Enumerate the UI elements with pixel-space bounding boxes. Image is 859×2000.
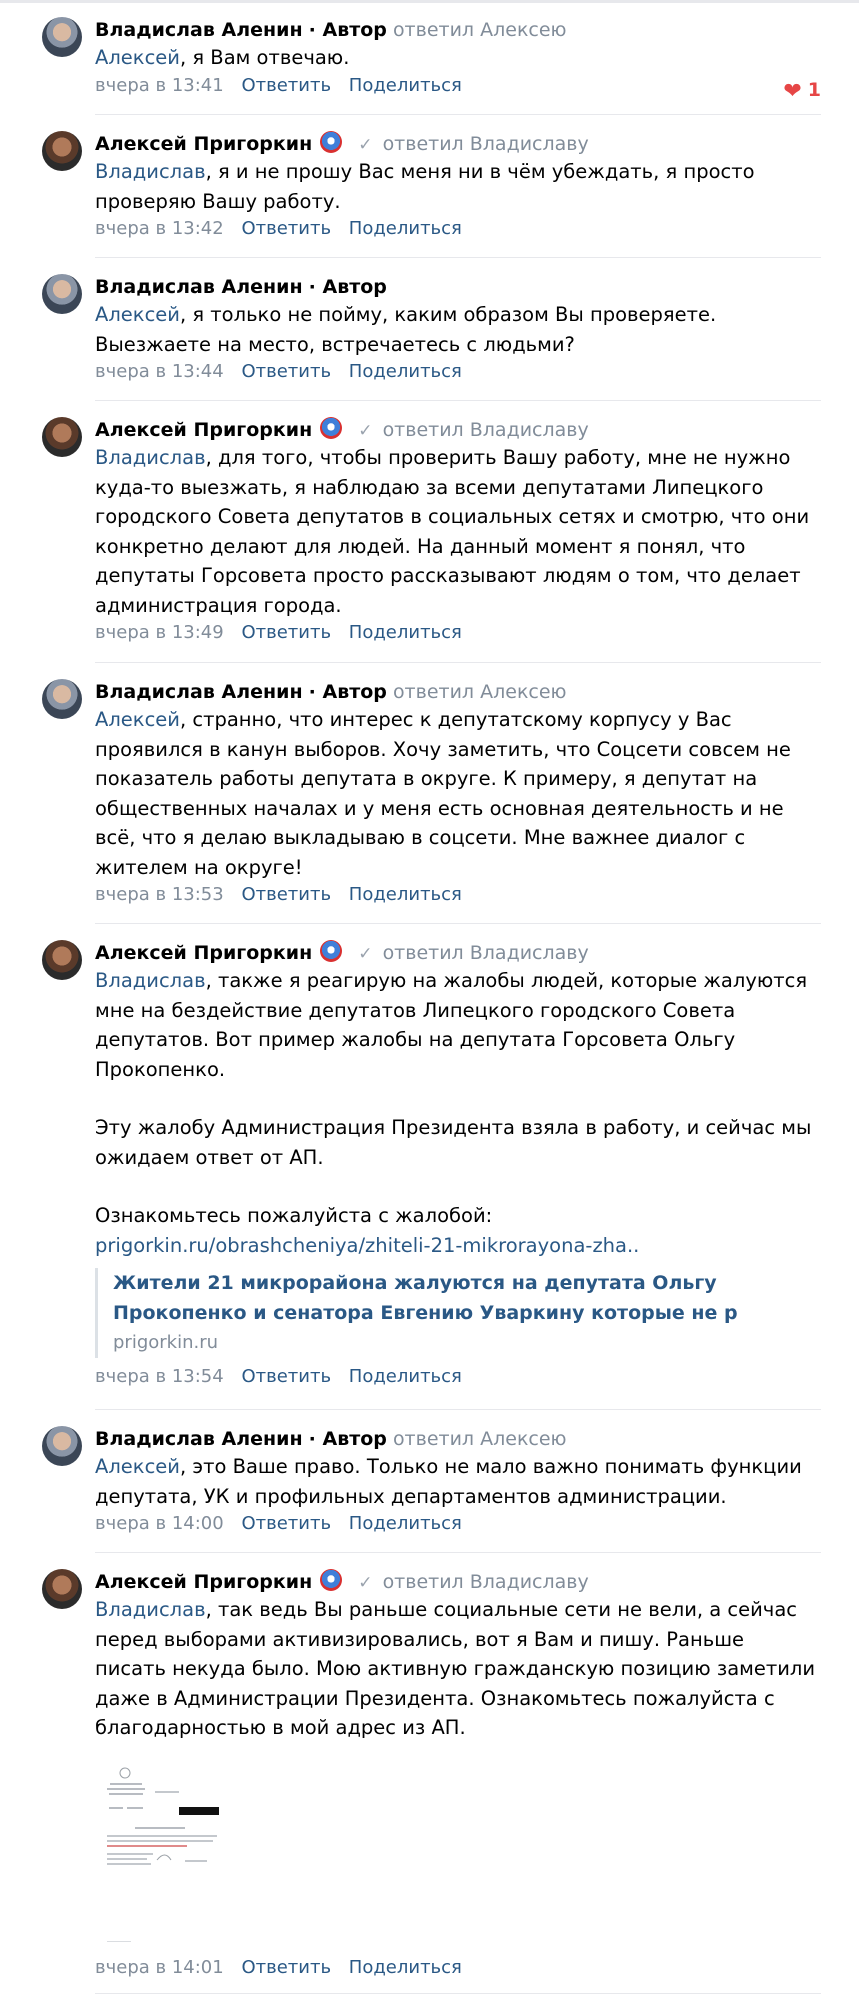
verified-badge-icon xyxy=(320,131,342,153)
like-button[interactable] xyxy=(783,79,821,104)
comment-time[interactable]: вчера в 13:42 xyxy=(95,218,224,239)
comment-body: , это Ваше право. Только не мало важно понимать функции депутата, УК и профильных департаментов администрации. xyxy=(95,1455,802,1508)
avatar[interactable] xyxy=(42,679,82,719)
replied-to[interactable]: ответил Владиславу xyxy=(382,133,589,155)
comment-text xyxy=(95,443,821,620)
mention-link[interactable]: Алексей xyxy=(95,708,180,731)
avatar[interactable] xyxy=(42,17,82,57)
comment-paragraph xyxy=(95,1201,821,1260)
verified-badge-icon xyxy=(320,417,342,439)
comment-text xyxy=(95,705,821,882)
divider xyxy=(95,400,821,401)
author-role: Автор xyxy=(322,276,387,298)
author-name[interactable]: Алексей Пригоркин xyxy=(95,942,313,964)
verified-badge-icon xyxy=(320,1569,342,1591)
reply-button[interactable]: Ответить xyxy=(241,74,332,96)
comment-paragraph-text: Ознакомьтесь пожалуйста с жалобой: xyxy=(95,1204,493,1227)
separator-dot: · xyxy=(308,681,323,703)
author-role: Автор xyxy=(322,1428,387,1450)
author-name[interactable]: Алексей Пригоркин xyxy=(95,133,313,155)
divider xyxy=(95,662,821,663)
mention-link[interactable]: Владислав xyxy=(95,446,206,469)
share-button[interactable]: Поделиться xyxy=(348,74,462,96)
check-icon: ✓ xyxy=(358,135,373,155)
share-button[interactable]: Поделиться xyxy=(348,218,462,239)
comment-body: , я только не пойму, каким образом Вы проверяете. Выезжаете на место, встречаетесь с людьми? xyxy=(95,303,717,356)
snippet-host: prigorkin.ru xyxy=(113,1332,219,1353)
reply-button[interactable]: Ответить xyxy=(241,1956,332,1978)
avatar[interactable] xyxy=(42,274,82,314)
comment-body: , я Вам отвечаю. xyxy=(179,46,350,69)
reply-button[interactable]: Ответить xyxy=(241,1366,332,1387)
replied-to[interactable]: ответил Алексею xyxy=(392,19,567,41)
share-button[interactable]: Поделиться xyxy=(348,622,462,643)
reply-button[interactable]: Ответить xyxy=(241,622,332,643)
reply-button[interactable]: Ответить xyxy=(241,884,332,905)
divider xyxy=(95,1552,821,1553)
mention-link[interactable]: Алексей xyxy=(95,1455,180,1478)
author-role: Автор xyxy=(322,681,387,703)
check-icon: ✓ xyxy=(358,1573,373,1593)
author-name[interactable]: Алексей Пригоркин xyxy=(95,419,313,441)
divider xyxy=(95,114,821,115)
comment-text xyxy=(95,1595,821,1743)
reply-button[interactable]: Ответить xyxy=(241,361,332,382)
verified-badge-icon xyxy=(320,940,342,962)
check-icon: ✓ xyxy=(358,421,373,441)
comment-paragraph: Эту жалобу Администрация Президента взяла в работу, и сейчас мы ожидаем ответ от АП. xyxy=(95,1116,812,1169)
share-button[interactable]: Поделиться xyxy=(348,1956,462,1978)
mention-link[interactable]: Алексей xyxy=(95,46,180,69)
divider xyxy=(95,1409,821,1410)
avatar[interactable] xyxy=(42,1569,82,1609)
author-name[interactable]: Владислав Аленин xyxy=(95,276,303,298)
like-count: 1 xyxy=(807,79,821,101)
snippet-title-line[interactable]: Жители 21 микрорайона жалуются на депутата Ольгу xyxy=(113,1272,717,1294)
mention-link[interactable]: Алексей xyxy=(95,303,180,326)
comment-time[interactable]: вчера в 14:01 xyxy=(95,1956,224,1978)
reply-button[interactable]: Ответить xyxy=(241,1513,332,1534)
comment-time[interactable]: вчера в 13:44 xyxy=(95,361,224,382)
comment-body: , также я реагирую на жалобы людей, которые жалуются мне на бездействие депутатов Липецкого городского Совета депутатов. Вот пример жалобы на депутата Горсовета Ольгу Прокопенко. xyxy=(95,969,808,1081)
replied-to[interactable]: ответил Алексею xyxy=(392,681,567,703)
check-icon: ✓ xyxy=(358,944,373,964)
author-role: Автор xyxy=(322,19,387,41)
comment-text xyxy=(95,43,821,73)
snippet-title-line[interactable]: Прокопенко и сенатора Евгению Уваркину которые не р xyxy=(113,1302,738,1324)
share-button[interactable]: Поделиться xyxy=(348,361,462,382)
author-name[interactable]: Алексей Пригоркин xyxy=(95,1571,313,1593)
comment-time[interactable]: вчера в 14:00 xyxy=(95,1513,224,1534)
replied-to[interactable]: ответил Алексею xyxy=(392,1428,567,1450)
author-name[interactable]: Владислав Аленин xyxy=(95,19,303,41)
document-thumbnail-icon xyxy=(95,1757,225,1947)
replied-to[interactable]: ответил Владиславу xyxy=(382,942,589,964)
mention-link[interactable]: Владислав xyxy=(95,160,206,183)
share-button[interactable]: Поделиться xyxy=(348,1366,462,1387)
comment-text xyxy=(95,157,821,216)
share-button[interactable]: Поделиться xyxy=(348,884,462,905)
comment-text xyxy=(95,300,821,359)
attached-document-image[interactable] xyxy=(95,1757,225,1947)
comment-body: , странно, что интерес к депутатскому корпусу у Вас проявился в канун выборов. Хочу заметить, что Соцсети совсем не показатель работы депутата в округе. К примеру, я депутат на общественных началах и у меня есть основная деятельность и не всё, что я делаю выкладываю в соцсети. Мне важнее диалог с жителем на округе! xyxy=(95,708,791,879)
avatar[interactable] xyxy=(42,417,82,457)
replied-to[interactable]: ответил Владиславу xyxy=(382,1571,589,1593)
external-link[interactable]: prigorkin.ru/obrashcheniya/zhiteli-21-mikrorayona-zha.. xyxy=(95,1233,640,1257)
comment-body: , я и не прошу Вас меня ни в чём убеждать, я просто проверяю Вашу работу. xyxy=(95,160,755,213)
avatar[interactable] xyxy=(42,1426,82,1466)
comment-time[interactable]: вчера в 13:41 xyxy=(95,74,224,96)
author-name[interactable]: Владислав Аленин xyxy=(95,681,303,703)
avatar[interactable] xyxy=(42,940,82,980)
comment-time[interactable]: вчера в 13:49 xyxy=(95,622,224,643)
comment-body: , так ведь Вы раньше социальные сети не вели, а сейчас перед выборами активизировались, вот я Вам и пишу. Раньше писать некуда было. Мою активную гражданскую позицию заметили даже в Администрации Президента. Ознакомьтесь пожалуйста с благодарностью в мой адрес из АП. xyxy=(95,1598,816,1739)
comment-body: , для того, чтобы проверить Вашу работу, мне не нужно куда-то выезжать, я наблюдаю за всеми депутатами Липецкого городского Совета депутатов в социальных сетях и смотрю, что они конкретно делают для людей. На данный момент я понял, что депутаты Горсовета просто рассказывают людям о том, что делает администрация города. xyxy=(95,446,810,617)
mention-link[interactable]: Владислав xyxy=(95,969,206,992)
avatar[interactable] xyxy=(42,131,82,171)
share-button[interactable]: Поделиться xyxy=(348,1513,462,1534)
separator-dot: · xyxy=(308,1428,323,1450)
divider xyxy=(95,923,821,924)
comment-time[interactable]: вчера в 13:54 xyxy=(95,1366,224,1387)
reply-button[interactable]: Ответить xyxy=(241,218,332,239)
divider xyxy=(95,1993,821,1994)
divider xyxy=(95,257,821,258)
heart-icon: ❤ xyxy=(783,79,802,104)
comment-time[interactable]: вчера в 13:53 xyxy=(95,884,224,905)
author-name[interactable]: Владислав Аленин xyxy=(95,1428,303,1450)
comment-text xyxy=(95,1452,821,1511)
replied-to[interactable]: ответил Владиславу xyxy=(382,419,589,441)
comment-text xyxy=(95,966,821,1084)
link-snippet[interactable] xyxy=(95,1268,821,1358)
separator-dot: · xyxy=(308,19,323,41)
mention-link[interactable]: Владислав xyxy=(95,1598,206,1621)
separator-dot: · xyxy=(308,276,323,298)
